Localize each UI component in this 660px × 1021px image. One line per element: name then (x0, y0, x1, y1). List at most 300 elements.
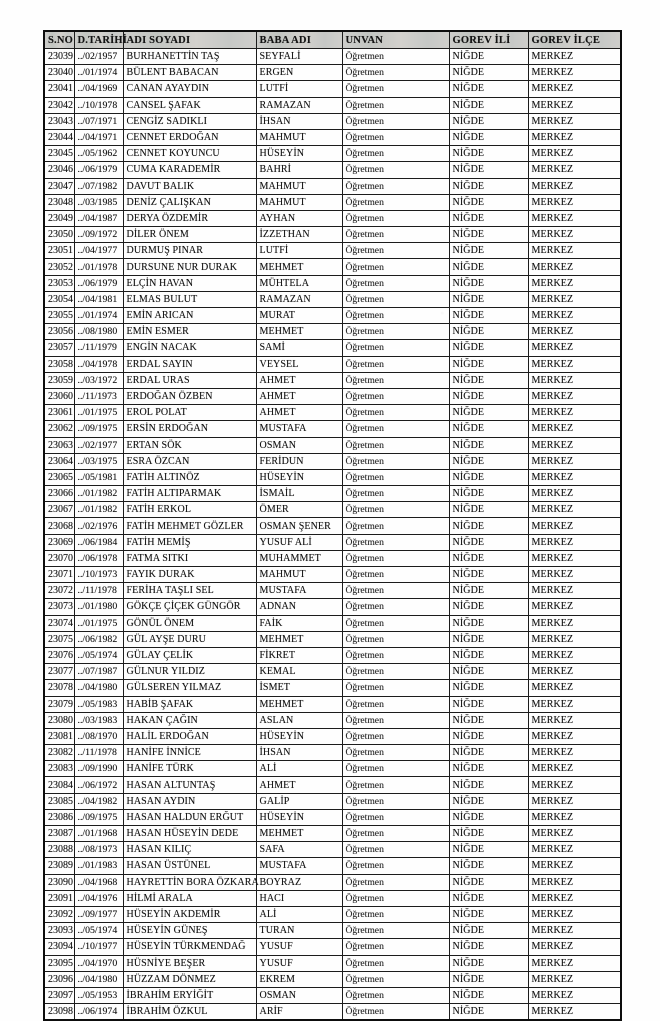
cell-birth-date: ../04/1977 (74, 243, 123, 259)
cell-title: Öğretmen (342, 923, 449, 939)
cell-birth-date: ../02/1977 (74, 437, 123, 453)
table-row (44, 874, 621, 890)
cell-serial-no: 23056 (44, 324, 74, 340)
cell-birth-date: ../10/1978 (74, 97, 123, 113)
cell-birth-date: ../04/1982 (74, 793, 123, 809)
cell-father-name: MUSTAFA (256, 583, 342, 599)
cell-serial-no: 23044 (44, 129, 74, 145)
cell-birth-date: ../04/1970 (74, 955, 123, 971)
cell-birth-date: ../06/1979 (74, 162, 123, 178)
cell-birth-date: ../11/1979 (74, 340, 123, 356)
cell-full-name: FATİH ALTIPARMAK (123, 486, 256, 502)
cell-district: MERKEZ (528, 405, 621, 421)
cell-serial-no: 23053 (44, 275, 74, 291)
cell-district: MERKEZ (528, 664, 621, 680)
cell-district: MERKEZ (528, 356, 621, 372)
cell-full-name: HÜZZAM DÖNMEZ (123, 971, 256, 987)
cell-title: Öğretmen (342, 842, 449, 858)
table-row (44, 49, 621, 65)
cell-birth-date: ../05/1953 (74, 987, 123, 1003)
cell-father-name: HÜSEYİN (256, 146, 342, 162)
cell-province: NİĞDE (449, 761, 528, 777)
cell-birth-date: ../06/1974 (74, 1004, 123, 1021)
cell-birth-date: ../06/1978 (74, 550, 123, 566)
cell-serial-no: 23063 (44, 437, 74, 453)
cell-birth-date: ../09/1977 (74, 906, 123, 922)
cell-birth-date: ../06/1979 (74, 275, 123, 291)
cell-birth-date: ../07/1971 (74, 113, 123, 129)
cell-father-name: HACI (256, 890, 342, 906)
cell-province: NİĞDE (449, 971, 528, 987)
cell-full-name: CENNET ERDOĞAN (123, 129, 256, 145)
cell-district: MERKEZ (528, 453, 621, 469)
table-row (44, 405, 621, 421)
cell-father-name: MUSTAFA (256, 858, 342, 874)
cell-province: NİĞDE (449, 405, 528, 421)
cell-province: NİĞDE (449, 777, 528, 793)
cell-title: Öğretmen (342, 712, 449, 728)
cell-father-name: RAMAZAN (256, 97, 342, 113)
cell-serial-no: 23051 (44, 243, 74, 259)
cell-district: MERKEZ (528, 680, 621, 696)
cell-father-name: MURAT (256, 308, 342, 324)
cell-father-name: MEHMET (256, 631, 342, 647)
cell-district: MERKEZ (528, 502, 621, 518)
cell-birth-date: ../03/1972 (74, 372, 123, 388)
cell-father-name: SAFA (256, 842, 342, 858)
cell-serial-no: 23054 (44, 291, 74, 307)
cell-province: NİĞDE (449, 906, 528, 922)
cell-full-name: FATİH ERKOL (123, 502, 256, 518)
table-row (44, 227, 621, 243)
cell-province: NİĞDE (449, 146, 528, 162)
cell-father-name: MEHMET (256, 324, 342, 340)
cell-serial-no: 23092 (44, 906, 74, 922)
cell-serial-no: 23059 (44, 372, 74, 388)
table-row (44, 971, 621, 987)
cell-title: Öğretmen (342, 939, 449, 955)
table-row (44, 728, 621, 744)
cell-serial-no: 23041 (44, 81, 74, 97)
cell-father-name: TURAN (256, 923, 342, 939)
cell-title: Öğretmen (342, 728, 449, 744)
cell-father-name: MUHAMMET (256, 550, 342, 566)
cell-full-name: ERDAL URAS (123, 372, 256, 388)
cell-title: Öğretmen (342, 210, 449, 226)
cell-province: NİĞDE (449, 583, 528, 599)
cell-full-name: FATİH MEHMET GÖZLER (123, 518, 256, 534)
cell-province: NİĞDE (449, 486, 528, 502)
column-header-father-name: BABA ADI (256, 31, 342, 49)
cell-title: Öğretmen (342, 146, 449, 162)
cell-title: Öğretmen (342, 97, 449, 113)
cell-birth-date: ../10/1977 (74, 939, 123, 955)
cell-serial-no: 23077 (44, 664, 74, 680)
cell-father-name: KEMAL (256, 664, 342, 680)
cell-birth-date: ../03/1985 (74, 194, 123, 210)
column-header-birth-date: D.TARİHİ (74, 31, 123, 49)
cell-father-name: LUTFİ (256, 81, 342, 97)
cell-father-name: RAMAZAN (256, 291, 342, 307)
table-row (44, 291, 621, 307)
cell-district: MERKEZ (528, 162, 621, 178)
cell-province: NİĞDE (449, 81, 528, 97)
cell-birth-date: ../01/1975 (74, 405, 123, 421)
cell-title: Öğretmen (342, 793, 449, 809)
cell-serial-no: 23066 (44, 486, 74, 502)
table-row (44, 955, 621, 971)
cell-serial-no: 23050 (44, 227, 74, 243)
cell-title: Öğretmen (342, 243, 449, 259)
cell-district: MERKEZ (528, 696, 621, 712)
cell-district: MERKEZ (528, 567, 621, 583)
cell-birth-date: ../04/1980 (74, 971, 123, 987)
cell-birth-date: ../04/1987 (74, 210, 123, 226)
cell-title: Öğretmen (342, 874, 449, 890)
cell-birth-date: ../04/1981 (74, 291, 123, 307)
cell-province: NİĞDE (449, 97, 528, 113)
cell-province: NİĞDE (449, 340, 528, 356)
column-header-serial-no: S.NO (44, 31, 74, 49)
cell-father-name: ALİ (256, 761, 342, 777)
cell-full-name: GÜL AYŞE DURU (123, 631, 256, 647)
cell-birth-date: ../08/1973 (74, 842, 123, 858)
cell-district: MERKEZ (528, 227, 621, 243)
table-row (44, 275, 621, 291)
cell-serial-no: 23079 (44, 696, 74, 712)
cell-birth-date: ../02/1957 (74, 49, 123, 65)
cell-serial-no: 23064 (44, 453, 74, 469)
cell-serial-no: 23080 (44, 712, 74, 728)
cell-father-name: MAHMUT (256, 129, 342, 145)
table-row (44, 599, 621, 615)
cell-province: NİĞDE (449, 178, 528, 194)
table-header (44, 31, 621, 49)
table-row (44, 567, 621, 583)
cell-district: MERKEZ (528, 178, 621, 194)
personnel-roster-table (43, 30, 622, 1021)
cell-full-name: DURMUŞ PINAR (123, 243, 256, 259)
cell-full-name: ELMAS BULUT (123, 291, 256, 307)
cell-birth-date: ../04/1969 (74, 81, 123, 97)
cell-title: Öğretmen (342, 162, 449, 178)
cell-birth-date: ../05/1974 (74, 647, 123, 663)
cell-full-name: HASAN KILIÇ (123, 842, 256, 858)
cell-province: NİĞDE (449, 647, 528, 663)
cell-father-name: ERGEN (256, 65, 342, 81)
cell-district: MERKEZ (528, 793, 621, 809)
cell-district: MERKEZ (528, 599, 621, 615)
cell-serial-no: 23045 (44, 146, 74, 162)
cell-serial-no: 23039 (44, 49, 74, 65)
table-row (44, 178, 621, 194)
cell-district: MERKEZ (528, 308, 621, 324)
cell-province: NİĞDE (449, 955, 528, 971)
cell-father-name: ALİ (256, 906, 342, 922)
cell-title: Öğretmen (342, 291, 449, 307)
cell-district: MERKEZ (528, 728, 621, 744)
cell-full-name: İBRAHİM ÖZKUL (123, 1004, 256, 1021)
table-row (44, 793, 621, 809)
cell-district: MERKEZ (528, 421, 621, 437)
cell-birth-date: ../03/1975 (74, 453, 123, 469)
cell-full-name: GÖNÜL ÖNEM (123, 615, 256, 631)
cell-father-name: ARİF (256, 1004, 342, 1021)
table-row (44, 923, 621, 939)
cell-province: NİĞDE (449, 388, 528, 404)
cell-father-name: ASLAN (256, 712, 342, 728)
table-row (44, 65, 621, 81)
cell-serial-no: 23061 (44, 405, 74, 421)
cell-title: Öğretmen (342, 987, 449, 1003)
table-row (44, 939, 621, 955)
cell-title: Öğretmen (342, 664, 449, 680)
cell-province: NİĞDE (449, 987, 528, 1003)
cell-title: Öğretmen (342, 275, 449, 291)
cell-father-name: BOYRAZ (256, 874, 342, 890)
cell-father-name: VEYSEL (256, 356, 342, 372)
cell-full-name: CANAN AYAYDIN (123, 81, 256, 97)
cell-father-name: AYHAN (256, 210, 342, 226)
table-header-row (44, 31, 621, 49)
cell-father-name: İHSAN (256, 113, 342, 129)
table-row (44, 712, 621, 728)
cell-full-name: GÜLNUR YILDIZ (123, 664, 256, 680)
cell-district: MERKEZ (528, 518, 621, 534)
cell-full-name: BÜLENT BABACAN (123, 65, 256, 81)
cell-full-name: CENGİZ SADIKLI (123, 113, 256, 129)
cell-full-name: EMİN ARICAN (123, 308, 256, 324)
cell-father-name: GALİP (256, 793, 342, 809)
cell-province: NİĞDE (449, 324, 528, 340)
cell-title: Öğretmen (342, 453, 449, 469)
cell-full-name: FATİH MEMİŞ (123, 534, 256, 550)
table-row (44, 987, 621, 1003)
table-row (44, 437, 621, 453)
cell-district: MERKEZ (528, 210, 621, 226)
cell-father-name: EKREM (256, 971, 342, 987)
cell-district: MERKEZ (528, 842, 621, 858)
cell-birth-date: ../01/1982 (74, 502, 123, 518)
cell-serial-no: 23070 (44, 550, 74, 566)
cell-title: Öğretmen (342, 518, 449, 534)
cell-serial-no: 23086 (44, 809, 74, 825)
cell-province: NİĞDE (449, 890, 528, 906)
cell-father-name: AHMET (256, 777, 342, 793)
cell-serial-no: 23096 (44, 971, 74, 987)
cell-province: NİĞDE (449, 826, 528, 842)
cell-birth-date: ../08/1980 (74, 324, 123, 340)
cell-title: Öğretmen (342, 259, 449, 275)
cell-full-name: HABİB ŞAFAK (123, 696, 256, 712)
cell-district: MERKEZ (528, 615, 621, 631)
cell-serial-no: 23060 (44, 388, 74, 404)
cell-title: Öğretmen (342, 49, 449, 65)
cell-serial-no: 23085 (44, 793, 74, 809)
cell-father-name: AHMET (256, 372, 342, 388)
table-row (44, 696, 621, 712)
cell-province: NİĞDE (449, 356, 528, 372)
cell-father-name: İHSAN (256, 745, 342, 761)
cell-district: MERKEZ (528, 647, 621, 663)
cell-province: NİĞDE (449, 291, 528, 307)
cell-province: NİĞDE (449, 243, 528, 259)
cell-full-name: CANSEL ŞAFAK (123, 97, 256, 113)
cell-serial-no: 23071 (44, 567, 74, 583)
cell-serial-no: 23075 (44, 631, 74, 647)
cell-father-name: FERİDUN (256, 453, 342, 469)
cell-full-name: HİLMİ ARALA (123, 890, 256, 906)
cell-province: NİĞDE (449, 745, 528, 761)
cell-title: Öğretmen (342, 486, 449, 502)
cell-title: Öğretmen (342, 113, 449, 129)
cell-title: Öğretmen (342, 826, 449, 842)
cell-province: NİĞDE (449, 534, 528, 550)
cell-title: Öğretmen (342, 65, 449, 81)
table-row (44, 113, 621, 129)
cell-title: Öğretmen (342, 615, 449, 631)
cell-province: NİĞDE (449, 453, 528, 469)
cell-district: MERKEZ (528, 469, 621, 485)
cell-full-name: GÜLSEREN YILMAZ (123, 680, 256, 696)
cell-province: NİĞDE (449, 49, 528, 65)
column-header-title: UNVAN (342, 31, 449, 49)
table-row (44, 680, 621, 696)
cell-title: Öğretmen (342, 421, 449, 437)
cell-district: MERKEZ (528, 971, 621, 987)
cell-full-name: GÖKÇE ÇİÇEK GÜNGÖR (123, 599, 256, 615)
cell-serial-no: 23073 (44, 599, 74, 615)
cell-province: NİĞDE (449, 842, 528, 858)
cell-father-name: ADNAN (256, 599, 342, 615)
cell-title: Öğretmen (342, 583, 449, 599)
cell-district: MERKEZ (528, 955, 621, 971)
table-row (44, 745, 621, 761)
cell-father-name: LUTFİ (256, 243, 342, 259)
cell-title: Öğretmen (342, 955, 449, 971)
cell-serial-no: 23040 (44, 65, 74, 81)
cell-province: NİĞDE (449, 210, 528, 226)
cell-father-name: MAHMUT (256, 194, 342, 210)
cell-full-name: FERİHA TAŞLI SEL (123, 583, 256, 599)
cell-title: Öğretmen (342, 388, 449, 404)
cell-district: MERKEZ (528, 194, 621, 210)
cell-birth-date: ../11/1978 (74, 583, 123, 599)
cell-district: MERKEZ (528, 550, 621, 566)
cell-full-name: DENİZ ÇALIŞKAN (123, 194, 256, 210)
cell-serial-no: 23081 (44, 728, 74, 744)
cell-serial-no: 23067 (44, 502, 74, 518)
cell-title: Öğretmen (342, 745, 449, 761)
cell-full-name: HÜSEYİN TÜRKMENDAĞ (123, 939, 256, 955)
cell-serial-no: 23082 (44, 745, 74, 761)
cell-province: NİĞDE (449, 664, 528, 680)
cell-birth-date: ../05/1981 (74, 469, 123, 485)
cell-district: MERKEZ (528, 340, 621, 356)
cell-father-name: İZZETHAN (256, 227, 342, 243)
cell-birth-date: ../06/1982 (74, 631, 123, 647)
cell-birth-date: ../02/1976 (74, 518, 123, 534)
cell-province: NİĞDE (449, 939, 528, 955)
cell-father-name: MAHMUT (256, 178, 342, 194)
cell-birth-date: ../09/1975 (74, 421, 123, 437)
cell-full-name: HASAN ALTUNTAŞ (123, 777, 256, 793)
cell-title: Öğretmen (342, 356, 449, 372)
table-row (44, 453, 621, 469)
cell-serial-no: 23062 (44, 421, 74, 437)
cell-father-name: AHMET (256, 405, 342, 421)
cell-district: MERKEZ (528, 923, 621, 939)
cell-birth-date: ../04/1971 (74, 129, 123, 145)
cell-title: Öğretmen (342, 680, 449, 696)
cell-full-name: GÜLAY ÇELİK (123, 647, 256, 663)
table-row (44, 890, 621, 906)
cell-birth-date: ../06/1972 (74, 777, 123, 793)
cell-serial-no: 23078 (44, 680, 74, 696)
cell-province: NİĞDE (449, 874, 528, 890)
cell-title: Öğretmen (342, 858, 449, 874)
cell-full-name: FAYIK DURAK (123, 567, 256, 583)
cell-province: NİĞDE (449, 1004, 528, 1021)
cell-full-name: EMİN ESMER (123, 324, 256, 340)
cell-district: MERKEZ (528, 486, 621, 502)
cell-birth-date: ../01/1975 (74, 615, 123, 631)
cell-title: Öğretmen (342, 405, 449, 421)
cell-full-name: HASAN HÜSEYİN DEDE (123, 826, 256, 842)
cell-serial-no: 23091 (44, 890, 74, 906)
cell-title: Öğretmen (342, 599, 449, 615)
cell-full-name: ERSİN ERDOĞAN (123, 421, 256, 437)
cell-district: MERKEZ (528, 987, 621, 1003)
cell-province: NİĞDE (449, 518, 528, 534)
cell-province: NİĞDE (449, 113, 528, 129)
cell-full-name: HANİFE İNNİCE (123, 745, 256, 761)
cell-full-name: DAVUT BALIK (123, 178, 256, 194)
column-header-full-name: ADI SOYADI (123, 31, 256, 49)
cell-full-name: İBRAHİM ERYİĞİT (123, 987, 256, 1003)
cell-serial-no: 23048 (44, 194, 74, 210)
table-row (44, 194, 621, 210)
cell-district: MERKEZ (528, 858, 621, 874)
cell-province: NİĞDE (449, 680, 528, 696)
cell-district: MERKEZ (528, 890, 621, 906)
table-row (44, 647, 621, 663)
cell-title: Öğretmen (342, 372, 449, 388)
cell-district: MERKEZ (528, 388, 621, 404)
cell-province: NİĞDE (449, 728, 528, 744)
cell-district: MERKEZ (528, 65, 621, 81)
cell-serial-no: 23058 (44, 356, 74, 372)
cell-birth-date: ../09/1972 (74, 227, 123, 243)
cell-district: MERKEZ (528, 275, 621, 291)
cell-title: Öğretmen (342, 1004, 449, 1021)
cell-serial-no: 23049 (44, 210, 74, 226)
cell-birth-date: ../07/1982 (74, 178, 123, 194)
cell-serial-no: 23055 (44, 308, 74, 324)
table-row (44, 858, 621, 874)
cell-birth-date: ../09/1975 (74, 809, 123, 825)
cell-full-name: ERTAN SÖK (123, 437, 256, 453)
cell-title: Öğretmen (342, 194, 449, 210)
cell-province: NİĞDE (449, 696, 528, 712)
cell-father-name: MEHMET (256, 259, 342, 275)
cell-birth-date: ../08/1970 (74, 728, 123, 744)
cell-title: Öğretmen (342, 308, 449, 324)
cell-title: Öğretmen (342, 777, 449, 793)
cell-birth-date: ../01/1978 (74, 259, 123, 275)
table-row (44, 259, 621, 275)
cell-father-name: BAHRİ (256, 162, 342, 178)
